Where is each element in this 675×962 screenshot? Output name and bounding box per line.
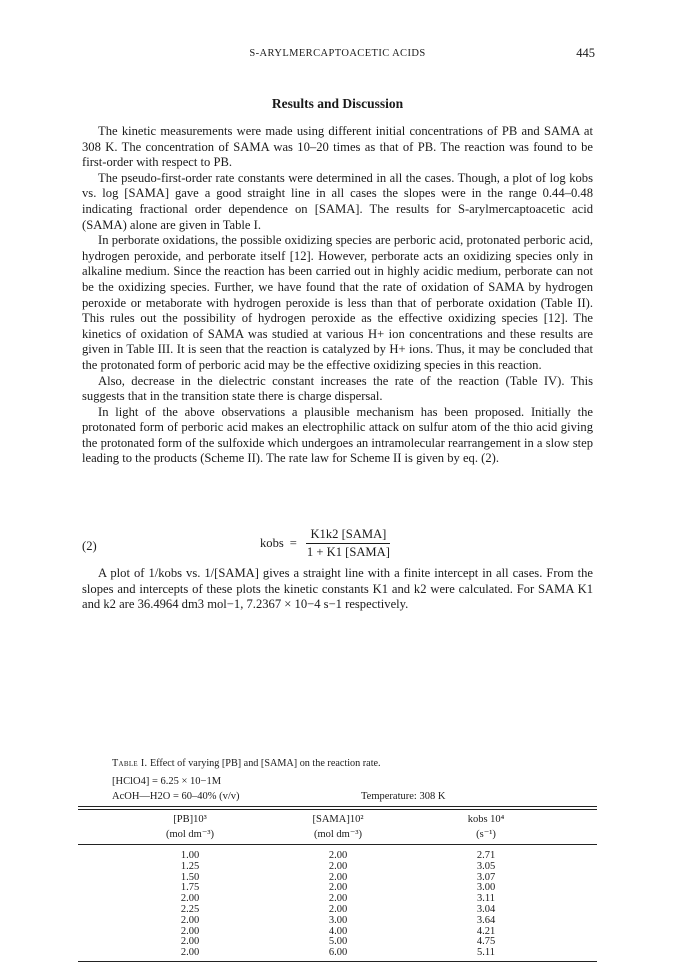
page-number: 445 xyxy=(576,46,595,60)
table-cell: 1.75 xyxy=(180,882,200,894)
paragraph-4: Also, decrease in the dielectric constant increases the rate of the reaction (Table IV). This suggests that in the transition state there is charge dispersal. xyxy=(82,373,593,404)
table-caption-text: Effect of varying [PB] and [SAMA] on the reaction rate. xyxy=(149,758,381,769)
table-condition-acid: [HClO4] = 6.25 × 10−1M xyxy=(112,776,222,787)
table-cell: 2.00 xyxy=(180,947,200,959)
table-cell: 2.00 xyxy=(328,871,348,883)
table-cell: 3.04 xyxy=(476,904,496,915)
column-header-label: kobs 10⁴ xyxy=(467,814,505,825)
table-cell: 2.25 xyxy=(180,904,200,915)
table-top-rule-1 xyxy=(78,806,597,807)
table-cell: 3.00 xyxy=(476,882,496,894)
equation-fraction xyxy=(303,527,394,560)
equation-denominator: 1 + K1 [SAMA] xyxy=(306,545,390,559)
column-header-label: [PB]10³ xyxy=(173,814,207,825)
table-cell: 5.11 xyxy=(477,947,495,959)
table-cell: 3.07 xyxy=(476,871,496,883)
body-text-lower xyxy=(82,566,593,613)
table-cell: 2.00 xyxy=(328,882,348,894)
equation-number: (2) xyxy=(82,539,97,553)
section-title: Results and Discussion xyxy=(271,96,404,111)
running-head: S-ARYLMERCAPTOACETIC ACIDS xyxy=(249,48,426,59)
table-cell: 1.00 xyxy=(180,850,200,861)
table-cell: 2.00 xyxy=(180,893,200,905)
table-caption xyxy=(112,758,381,769)
table-cell: 4.75 xyxy=(476,936,496,948)
table-caption-label: Table I. xyxy=(112,758,148,769)
table-cell: 1.25 xyxy=(180,860,200,872)
equals-sign: = xyxy=(289,536,297,550)
table-cell: 1.50 xyxy=(180,871,200,883)
column-header-unit: (s⁻¹) xyxy=(476,829,496,840)
table-cell: 3.11 xyxy=(477,893,495,905)
paragraph-1: The kinetic measurements were made using different initial concentrations of PB and SAMA at 308 K. The concentration of SAMA was 10–20 times as that of PB. The reaction was found to be first-order with respect to PB. xyxy=(82,124,593,170)
table-header-rule xyxy=(78,844,597,845)
table-cell: 3.05 xyxy=(476,860,496,872)
equation-2 xyxy=(82,527,593,561)
column-header-label: [SAMA]10² xyxy=(312,814,364,825)
table-cell: 2.00 xyxy=(328,904,348,915)
table-condition-temperature: Temperature: 308 K xyxy=(361,791,446,802)
table-cell: 2.00 xyxy=(180,914,200,926)
paragraph-2: The pseudo-first-order rate constants were determined in all the cases. Though, a plot of log kobs vs. log [SAMA] gave a good straight line in all cases the slopes were in the range 0.44–0.48 indicating fractional order dependence on [SAMA]. The results for S-arylmercaptoacetic acid (SAMA) alone are given in Table I. xyxy=(82,170,593,232)
table-cell: 2.00 xyxy=(180,925,200,937)
paragraph-5: In light of the above observations a plausible mechanism has been proposed. Initially the protonated form of perboric acid makes an electrophilic attack on sulfur atom of the thio acid giving the protonated form of the sulfoxide which undergoes an intramolecular rearrangement in a slow step leading to the products (Scheme II). The rate law for Scheme II is given by eq. (2). xyxy=(82,404,593,466)
column-header-unit: (mol dm⁻³) xyxy=(313,829,363,840)
table-cell: 6.00 xyxy=(328,947,348,959)
table-cell: 2.00 xyxy=(328,860,348,872)
column-header-unit: (mol dm⁻³) xyxy=(165,829,215,840)
paragraph-3: In perborate oxidations, the possible oxidizing species are perboric acid, protonated perboric acid, hydrogen peroxide, and perborate itself [12]. However, perborate acts an oxidizing species only in alkaline medium. Since the reaction has been carried out in highly acidic medium, perborate can not be the oxidizing species. Further, we have found that the rate of oxidation of SAMA by hydrogen peroxide or metaborate with hydrogen peroxide is less than that of perborate oxidation (Table II). This rules out the possibility of hydrogen peroxide as the effective oxidizing species [12]. The kinetics of oxidation of SAMA was studied at various H+ ion concentrations and these results are given in Table III. It is seen that the reaction is catalyzed by H+ ions. Thus, it may be concluded that the protonated form of perboric acid may be the effective oxidizing species in this reaction. xyxy=(82,233,593,372)
table-cell: 3.00 xyxy=(328,914,348,926)
table-cell: 2.71 xyxy=(476,850,496,861)
equation-body xyxy=(260,527,394,560)
table-cell: 2.00 xyxy=(180,936,200,948)
table-cell: 4.00 xyxy=(328,925,348,937)
table-top-rule-2 xyxy=(78,809,597,810)
table-condition-solvent: AcOH—H2O = 60–40% (v/v) xyxy=(112,791,240,802)
paragraph-6: A plot of 1/kobs vs. 1/[SAMA] gives a straight line with a finite intercept in all cases. From the slopes and intercepts of these plots the kinetic constants K1 and k2 were calculated. For SAMA K1 and k2 are 36.4964 dm3 mol−1, 7.2367 × 10−4 s−1 respectively. xyxy=(82,566,593,612)
table-cell: 4.21 xyxy=(476,925,496,937)
table-cell: 2.00 xyxy=(328,850,348,861)
body-text-upper xyxy=(82,124,593,467)
table-cell: 3.64 xyxy=(476,914,496,926)
equation-numerator: K1k2 [SAMA] xyxy=(306,527,390,544)
equation-lhs: kobs xyxy=(260,536,284,550)
table-cell: 2.00 xyxy=(328,893,348,905)
table-cell: 5.00 xyxy=(328,936,348,948)
